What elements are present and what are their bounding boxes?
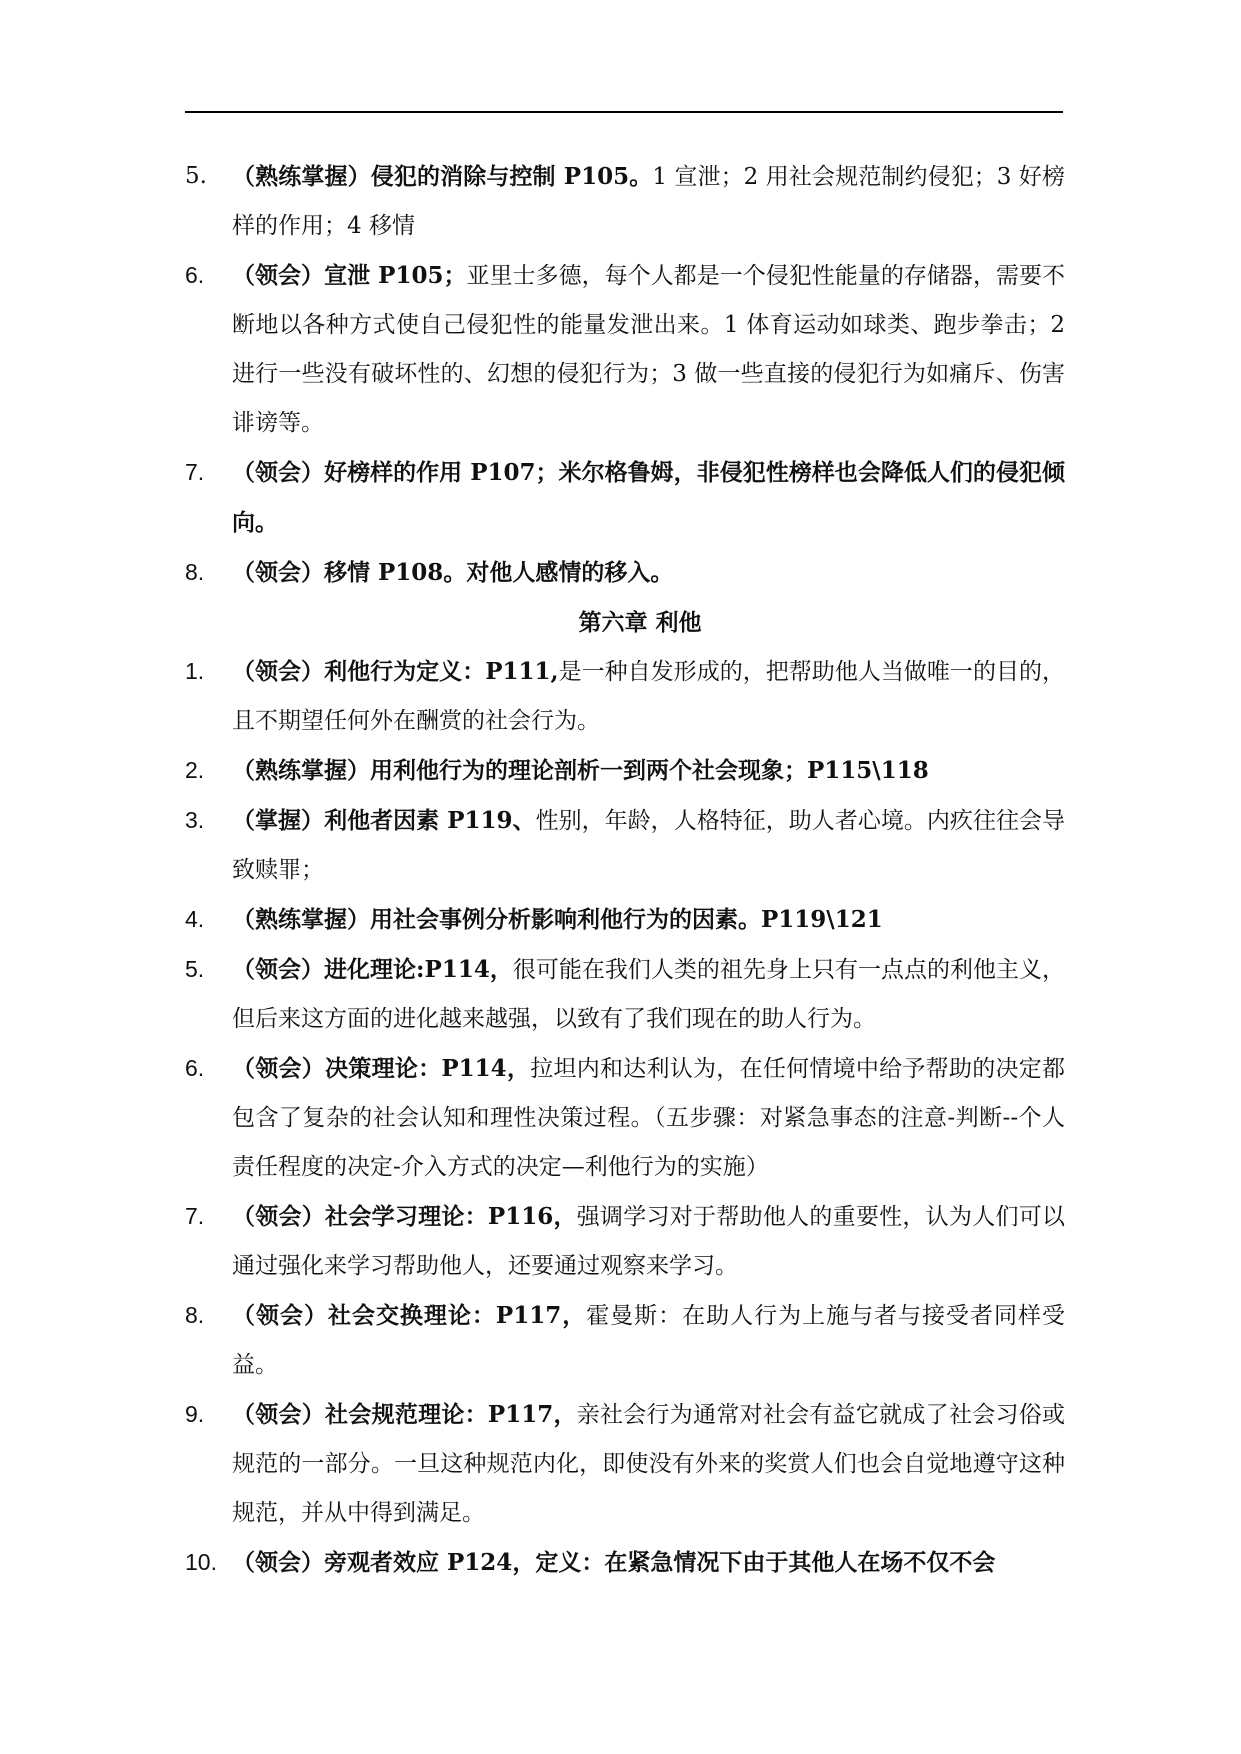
item-text: （领会）移情 P108。对他人感情的移入。: [232, 559, 674, 586]
item-number: 5.: [185, 956, 205, 982]
item-number: 7.: [185, 459, 205, 485]
chapter-title: 第六章 利他: [578, 609, 702, 636]
list-item: [185, 1538, 1065, 1588]
item-number: 8.: [185, 559, 205, 585]
item-text: （领会）宣泄 P105；亚里士多德，每个人都是一个侵犯性能量的存储器，需要不断地以各种方式使自己侵犯性的能量发泄出来。1 体育运动如球类、跑步拳击；2 进行一些没有破坏性的、幻想的侵犯行为；3 做一些直接的侵犯行为如痛斥、伤害诽谤等。: [232, 262, 1066, 436]
list-item: [185, 448, 1065, 548]
document-body: [185, 152, 1065, 1588]
item-number: 3.: [185, 807, 205, 833]
list-item: [185, 152, 1065, 251]
item-text: （熟练掌握）用社会事例分析影响利他行为的因素。P119\121: [232, 906, 883, 933]
item-text: （领会）决策理论：P114，拉坦内和达利认为，在任何情境中给予帮助的决定都包含了复杂的社会认知和理性决策过程。（五步骤：对紧急事态的注意-判断--个人责任程度的决定-介入方式的决定—利他行为的实施）: [232, 1055, 1065, 1180]
item-text: （领会）利他行为定义：P111,是一种自发形成的，把帮助他人当做唯一的目的，且不期望任何外在酬赏的社会行为。: [232, 658, 1066, 734]
list-item: [185, 796, 1065, 895]
item-number: 6.: [185, 262, 205, 288]
item-text: （领会）进化理论:P114，很可能在我们人类的祖先身上只有一点点的利他主义，但后来这方面的进化越来越强，以致有了我们现在的助人行为。: [232, 956, 1066, 1032]
item-text: （熟练掌握）侵犯的消除与控制 P105。1 宣泄；2 用社会规范制约侵犯；3 好榜样的作用；4 移情: [232, 163, 1065, 239]
list-item: [185, 647, 1065, 746]
item-number: 10.: [185, 1549, 217, 1575]
list-item: [185, 1192, 1065, 1291]
item-text: （领会）社会规范理论：P117，亲社会行为通常对社会有益它就成了社会习俗或规范的一部分。一旦这种规范内化，即使没有外来的奖赏人们也会自觉地遵守这种规范，并从中得到满足。: [232, 1401, 1065, 1526]
list-item: [185, 746, 1065, 796]
item-number: 4.: [185, 906, 205, 932]
list-item: [185, 548, 1065, 598]
item-text: （领会）好榜样的作用 P107；米尔格鲁姆，非侵犯性榜样也会降低人们的侵犯倾向。: [232, 459, 1065, 536]
item-number: 8.: [185, 1302, 205, 1328]
list-item: [185, 251, 1065, 448]
item-text: （掌握）利他者因素 P119、性别，年龄，人格特征，助人者心境。内疚往往会导致赎罪；: [232, 807, 1066, 883]
item-text: （领会）社会学习理论：P116，强调学习对于帮助他人的重要性，认为人们可以通过强化来学习帮助他人，还要通过观察来学习。: [232, 1203, 1065, 1279]
list-item: [185, 1390, 1065, 1538]
item-number: 9.: [185, 1401, 205, 1427]
item-number: 2.: [185, 757, 205, 783]
header-rule: [185, 111, 1063, 113]
item-number: 7.: [185, 1203, 205, 1229]
list-item: [185, 945, 1065, 1044]
item-number: 6.: [185, 1055, 205, 1081]
list-item: [185, 1291, 1065, 1390]
list-item: [185, 1044, 1065, 1192]
item-number: 5.: [185, 163, 207, 189]
item-text: （领会）旁观者效应 P124，定义：在紧急情况下由于其他人在场不仅不会: [232, 1549, 996, 1576]
list-item: [185, 895, 1065, 945]
item-text: （领会）社会交换理论：P117，霍曼斯：在助人行为上施与者与接受者同样受益。: [232, 1302, 1066, 1378]
item-number: 1.: [185, 658, 205, 684]
item-text: （熟练掌握）用利他行为的理论剖析一到两个社会现象；P115\118: [232, 757, 929, 784]
